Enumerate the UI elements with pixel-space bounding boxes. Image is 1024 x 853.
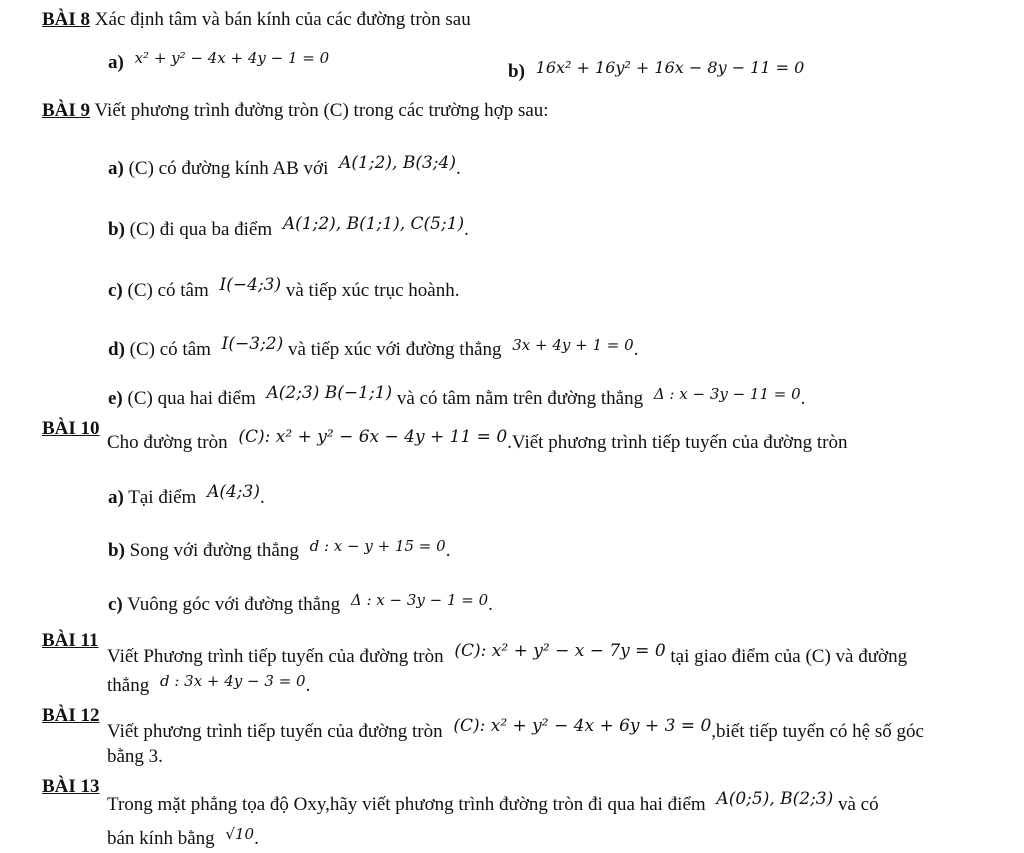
bai10-heading bbox=[107, 427, 847, 454]
bai9-item-b: b) (C) đi qua ba điểm A(1;2), B(1;1), C(5;1). bbox=[108, 214, 469, 240]
bai10-item-c: c) Vuông góc với đường thẳng Δ : x − 3y − 1 = 0. bbox=[108, 591, 493, 615]
bai10-c-label: c) bbox=[108, 594, 123, 615]
bai8-b-equation: 16x² + 16y² + 16x − 8y − 11 = 0 bbox=[535, 58, 805, 77]
bai11-line2-math: d : 3x + 4y − 3 = 0 bbox=[159, 672, 306, 690]
bai13-line2: bán kính bằng √10. bbox=[107, 825, 259, 849]
bai8-b-label: b) bbox=[508, 61, 525, 82]
bai13-after: và có bbox=[838, 794, 879, 815]
bai12-math: (C): x² + y² − 4x + 6y + 3 = 0 bbox=[453, 716, 712, 736]
bai9-e-math: A(2;3) B(−1;1) bbox=[266, 383, 393, 403]
bai10-c-text: Vuông góc với đường thẳng bbox=[127, 594, 341, 615]
bai9-item-c bbox=[108, 275, 459, 302]
bai10-title-wrap bbox=[42, 418, 100, 440]
bai9-d-math: I(−3;2) bbox=[221, 334, 284, 354]
bai10-a-text: Tại điểm bbox=[128, 487, 197, 508]
bai9-a-label: a) bbox=[108, 158, 124, 179]
bai8-a-equation: x² + y² − 4x + 4y − 1 = 0 bbox=[134, 49, 330, 67]
bai12-title: BÀI 12 bbox=[42, 705, 100, 726]
bai9-item-d: d) (C) có tâm I(−3;2) và tiếp xúc với đường thẳng 3x + 4y + 1 = 0. bbox=[108, 334, 639, 360]
bai9-d-label: d) bbox=[108, 339, 125, 360]
bai10-c-math: Δ : x − 3y − 1 = 0 bbox=[350, 591, 489, 609]
bai9-b-label: b) bbox=[108, 219, 125, 240]
bai9-item-a: a) (C) có đường kính AB với A(1;2), B(3;4). bbox=[108, 153, 461, 179]
bai12-heading bbox=[107, 716, 924, 743]
bai13-title-wrap bbox=[42, 776, 100, 798]
bai13-heading bbox=[107, 789, 879, 816]
bai9-c-label: c) bbox=[108, 280, 123, 301]
bai11-after: tại giao điểm của (C) và đường bbox=[670, 646, 908, 667]
bai11-title: BÀI 11 bbox=[42, 630, 99, 651]
bai9-c-math: I(−4;3) bbox=[219, 275, 282, 295]
bai9-heading bbox=[42, 100, 549, 122]
bai8-text: Xác định tâm và bán kính của các đường tròn sau bbox=[94, 9, 471, 30]
bai9-text: Viết phương trình đường tròn (C) trong các trường hợp sau: bbox=[94, 100, 549, 121]
bai11-line2: thẳng d : 3x + 4y − 3 = 0. bbox=[107, 672, 311, 696]
bai9-d-math2: 3x + 4y + 1 = 0 bbox=[512, 336, 634, 354]
bai8-item-a bbox=[108, 49, 329, 74]
bai10-b-text: Song với đường thẳng bbox=[129, 540, 299, 561]
bai12-title-wrap bbox=[42, 705, 100, 727]
bai11-heading bbox=[107, 641, 907, 668]
bai9-e-math2: Δ : x − 3y − 11 = 0 bbox=[653, 385, 801, 403]
bai10-b-math: d : x − y + 15 = 0 bbox=[309, 537, 446, 555]
bai9-d-text: (C) có tâm bbox=[129, 339, 211, 360]
bai9-c-after: và tiếp xúc trục hoành. bbox=[285, 280, 460, 301]
bai10-title: BÀI 10 bbox=[42, 418, 100, 439]
bai9-e-label: e) bbox=[108, 388, 123, 409]
bai9-item-e: e) (C) qua hai điểm A(2;3) B(−1;1) và có tâm nằm trên đường thẳng Δ : x − 3y − 11 = 0. bbox=[108, 383, 806, 409]
bai9-b-math: A(1;2), B(1;1), C(5;1) bbox=[282, 214, 465, 234]
bai10-after: .Viết phương trình tiếp tuyến của đường tròn bbox=[507, 432, 848, 453]
bai10-text: Cho đường tròn bbox=[107, 432, 228, 453]
bai11-math: (C): x² + y² − x − 7y = 0 bbox=[454, 641, 666, 661]
bai11-title-wrap bbox=[42, 630, 99, 652]
bai10-a-label: a) bbox=[108, 487, 124, 508]
bai12-text: Viết phương trình tiếp tuyến của đường tròn bbox=[107, 721, 443, 742]
bai10-b-label: b) bbox=[108, 540, 125, 561]
bai12-line2 bbox=[107, 746, 163, 768]
bai13-line2-math: √10 bbox=[225, 825, 255, 843]
bai8-item-b bbox=[508, 58, 804, 83]
bai9-a-math: A(1;2), B(3;4) bbox=[339, 153, 456, 173]
bai12-after: ,biết tiếp tuyến có hệ số góc bbox=[711, 721, 924, 742]
bai11-line2-text: thẳng bbox=[107, 675, 150, 696]
bai9-title: BÀI 9 bbox=[42, 100, 91, 121]
bai9-d-after: và tiếp xúc với đường thẳng bbox=[288, 339, 502, 360]
bai10-item-b: b) Song với đường thẳng d : x − y + 15 = 0. bbox=[108, 537, 451, 561]
bai11-text: Viết Phương trình tiếp tuyến của đường tròn bbox=[107, 646, 444, 667]
bai13-line2-text: bán kính bằng bbox=[107, 828, 215, 849]
bai10-a-math: A(4;3) bbox=[207, 482, 260, 502]
bai9-e-text: (C) qua hai điểm bbox=[127, 388, 256, 409]
bai12-line2-text: bằng 3. bbox=[107, 746, 163, 767]
bai8-heading bbox=[42, 9, 471, 31]
bai9-c-text: (C) có tâm bbox=[127, 280, 209, 301]
bai10-math: (C): x² + y² − 6x − 4y + 11 = 0 bbox=[238, 427, 508, 447]
bai13-math: A(0;5), B(2;3) bbox=[716, 789, 834, 809]
bai10-item-a: a) Tại điểm A(4;3). bbox=[108, 482, 265, 508]
bai8-a-label: a) bbox=[108, 52, 124, 73]
bai9-b-text: (C) đi qua ba điểm bbox=[129, 219, 273, 240]
bai8-title: BÀI 8 bbox=[42, 9, 91, 30]
bai13-text: Trong mặt phẳng tọa độ Oxy,hãy viết phương trình đường tròn đi qua hai điểm bbox=[107, 794, 706, 815]
bai13-title: BÀI 13 bbox=[42, 776, 100, 797]
bai9-a-text: (C) có đường kính AB với bbox=[128, 158, 329, 179]
bai9-e-after: và có tâm nằm trên đường thẳng bbox=[396, 388, 644, 409]
